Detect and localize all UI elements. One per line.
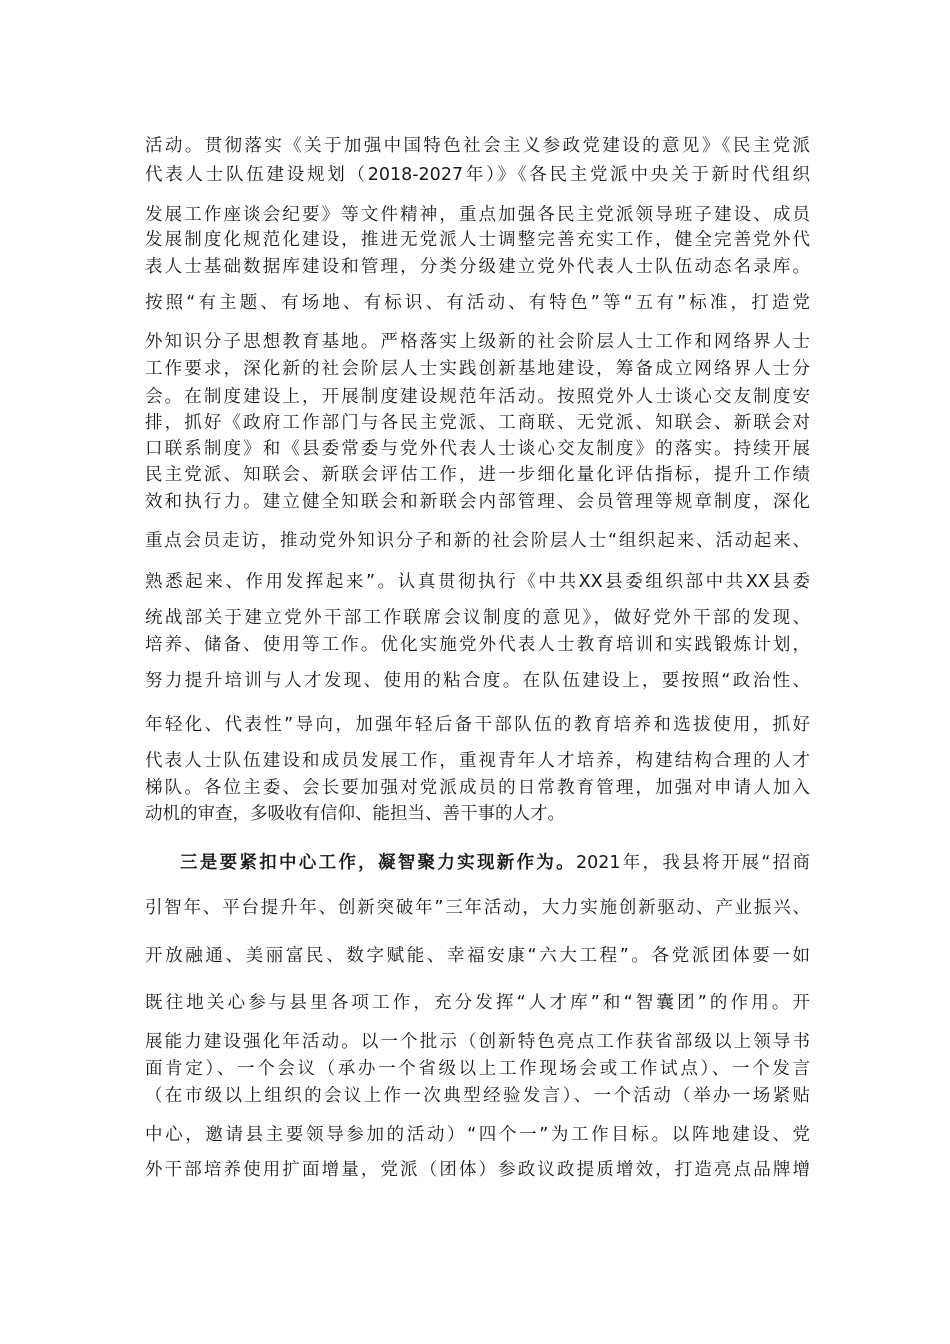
text-line: 发展工作座谈会纪要》等文件精神，重点加强各民主党派领导班子建设、成员	[145, 205, 810, 225]
text-line: 代表人士队伍建设规划（2018-2027年）》《各民主党派中央关于新时代组织	[145, 165, 810, 185]
text-line: 统战部关于建立党外干部工作联席会议制度的意见》，做好党外干部的发现、	[145, 608, 810, 628]
text-line	[180, 848, 810, 878]
text-line: 努力提升培训与人才发现、使用的粘合度。在队伍建设上，要按照“政治性、	[145, 671, 810, 691]
text-line: 代表人士队伍建设和成员发展工作，重视青年人才培养，构建结构合理的人才	[145, 751, 810, 771]
text-line: 排，抓好《政府工作部门与各民主党派、工商联、无党派、知联会、新联会对	[145, 413, 810, 433]
text-line: 年轻化、代表性”导向，加强年轻后备干部队伍的教育培养和选拔使用，抓好	[145, 715, 810, 735]
text-line: 面肯定）、一个会议（承办一个省级以上工作现场会或工作试点）、一个发言	[145, 1059, 810, 1079]
text-line: 既往地关心参与县里各项工作，充分发挥“人才库”和“智囊团”的作用。开	[145, 993, 810, 1013]
text-line: 会。在制度建设上，开展制度建设规范年活动。按照党外人士谈心交友制度安	[145, 387, 810, 407]
text-line: 按照“有主题、有场地、有标识、有活动、有特色”等“五有”标准，打造党	[145, 293, 810, 313]
text-line: 民主党派、知联会、新联会评估工作，进一步细化量化评估指标，提升工作绩	[145, 465, 810, 485]
text-line: 效和执行力。建立健全知联会和新联会内部管理、会员管理等规章制度，深化	[145, 492, 810, 512]
text-line: 发展制度化规范化建设，推进无党派人士调整完善充实工作，健全完善党外代	[145, 230, 810, 250]
text-line: 引智年、平台提升年、创新突破年”三年活动，大力实施创新驱动、产业振兴、	[145, 898, 810, 918]
text-line: 开放融通、美丽富民、数字赋能、幸福安康“六大工程”。各党派团体要一如	[145, 946, 810, 966]
text-line: 工作要求，深化新的社会阶层人士实践创新基地建设，筹备成立网络界人士分	[145, 359, 810, 379]
text-run: 2021年，我县将开展“招商	[575, 853, 811, 873]
text-line: （在市级以上组织的会议上作一次典型经验发言）、一个活动（举办一场紧贴	[145, 1086, 810, 1106]
text-line: 培养、储备、使用等工作。优化实施党外代表人士教育培训和实践锻炼计划，	[145, 635, 810, 655]
text-line: 口联系制度》和《县委常委与党外代表人士谈心交友制度》的落实。持续开展	[145, 439, 810, 459]
text-line: 活动。贯彻落实《关于加强中国特色社会主义参政党建设的意见》《民主党派	[145, 136, 810, 156]
text-line: 表人士基础数据库建设和管理，分类分级建立党外代表人士队伍动态名录库。	[145, 257, 810, 277]
text-line: 展能力建设强化年活动。以一个批示（创新特色亮点工作获省部级以上领导书	[145, 1032, 810, 1052]
text-line: 中心，邀请县主要领导参加的活动）“四个一”为工作目标。以阵地建设、党	[145, 1125, 810, 1145]
text-line: 外干部培养使用扩面增量，党派（团体）参政议政提质增效，打造亮点品牌增	[145, 1160, 810, 1180]
text-line: 熟悉起来、作用发挥起来”。认真贯彻执行《中共XX县委组织部中共XX县委	[145, 572, 810, 592]
paragraph-heading: 三是要紧扣中心工作，凝智聚力实现新作为。	[180, 853, 576, 873]
text-line: 梯队。各位主委、会长要加强对党派成员的日常教育管理，加强对申请人加入	[145, 778, 810, 798]
text-line: 动机的审查，多吸收有信仰、能担当、善干事的人才。	[145, 804, 565, 824]
text-line: 外知识分子思想教育基地。严格落实上级新的社会阶层人士工作和网络界人士	[145, 332, 810, 352]
text-line: 重点会员走访，推动党外知识分子和新的社会阶层人士“组织起来、活动起来、	[145, 531, 810, 551]
